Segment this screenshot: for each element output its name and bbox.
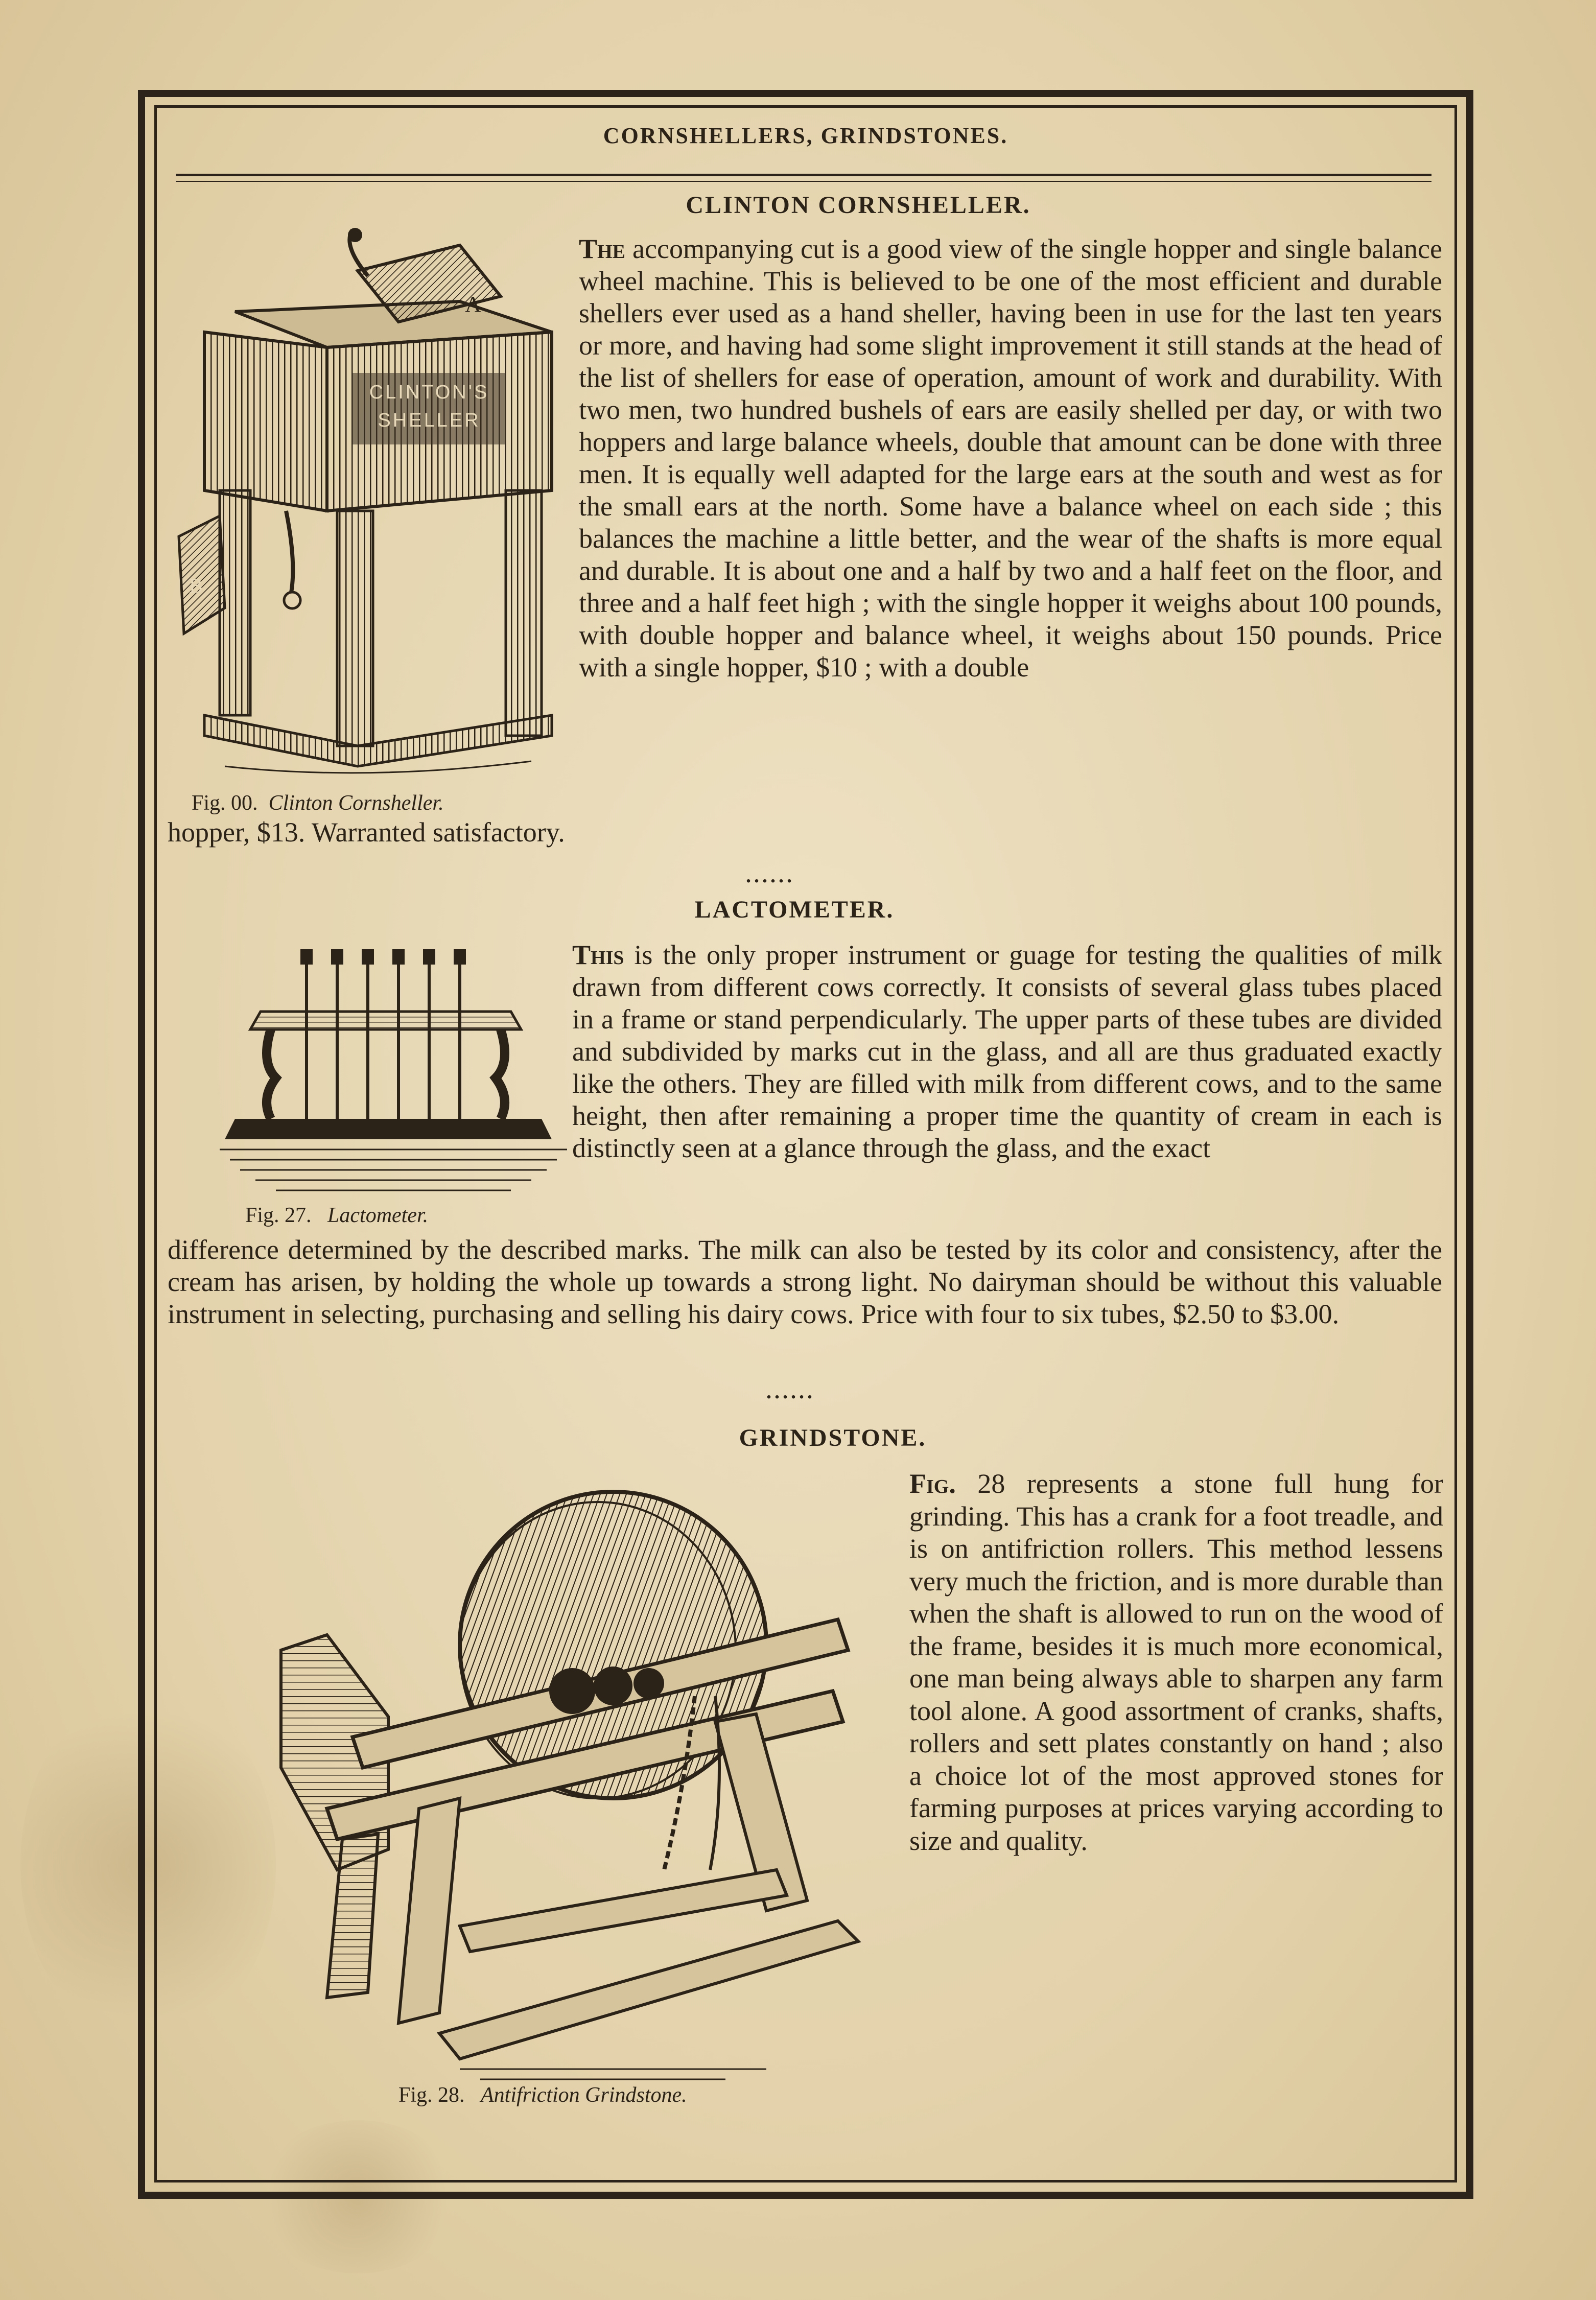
lead-word: Fig. — [909, 1468, 956, 1499]
paragraph-text: accompanying cut is a good view of the single hopper and single balance wheel machine. This is believed to be one of the most efficient and durable shellers ever used as a hand sheller, having been in use for the last ten years or more, and having had some slight improvement it still stands at the head of the list of shellers for ease of operation, amount of work and durability. With two men, two hundred bushels of ears are easily shelled per day, or with two hoppers and large balance wheels, double that amount can be done with three men. It is equally well adapted for the large ears at the south and west as for the small ears at the north. Some have a balance wheel on each side ; this balances the machine a little better, and the wear of the shafts is more equal and durable. It is about one and a half by two and a half feet on the floor, and three and a half feet high ; with the single hopper it weighs about 100 pounds, with double hopper and balance wheel, it weighs about 150 pounds. Price with a single hopper, $10 ; with a double — [579, 233, 1442, 683]
figure-caption-lactometer — [245, 1203, 428, 1228]
section-separator: ...... — [746, 864, 795, 887]
mark-a: A — [465, 292, 481, 317]
cornsheller-body-right — [579, 233, 1442, 684]
paragraph-text: is the only proper instrument or guage for testing the qualities of milk drawn from different cows correctly. It consists of several glass tubes placed in a frame or stand perpendicularly. The upper parts of these tubes are divided and subdivided by marks cut in the glass, and all are thus graduated exactly like the others. They are filled with milk from different cows, and to the same height, then after remaining a proper time the quantity of cream in each is distinctly seen at a glance through the glass, and the exact — [572, 940, 1443, 1163]
paragraph-text: 28 represents a stone full hung for grinding. This has a crank for a foot treadle, and is on antifriction rollers. This method lessens very much the friction, and is more durable than when the shaft is allowed to run on the wood of the frame, besides it is much more economical, one man being always able to sharpen any farm tool alone. A good assortment of cranks, shafts, rollers and sett plates constantly on hand ; also a choice lot of the most approved stones for farming purposes at prices varying according to size and quality. — [909, 1468, 1444, 1856]
section-title-cornsheller: CLINTON CORNSHELLER. — [686, 192, 1031, 219]
figure-title: Antifriction Grindstone. — [481, 2083, 687, 2107]
figure-number: Fig. 00. — [192, 791, 258, 815]
figure-caption-cornsheller — [192, 791, 444, 815]
running-head: CORNSHELLERS, GRINDSTONES. — [603, 123, 1008, 148]
header-rule-thin — [176, 181, 1431, 182]
figure-number: Fig. 27. — [245, 1204, 312, 1227]
lactometer-illustration — [215, 945, 572, 1211]
section-separator: ...... — [766, 1380, 815, 1403]
grindstone-body-right — [909, 1468, 1443, 1857]
section-title-lactometer: LACTOMETER. — [694, 896, 895, 923]
lactometer-body-right — [572, 939, 1442, 1164]
cornsheller-body-full: hopper, $13. Warranted satisfactory. — [168, 817, 565, 848]
machine-label-line2: SHELLER — [378, 410, 481, 431]
figure-caption-grindstone — [398, 2083, 687, 2107]
header-rule — [176, 174, 1431, 176]
lead-word: This — [572, 940, 624, 970]
machine-label-line1: CLINTON'S — [369, 382, 489, 403]
lead-word: The — [579, 233, 625, 264]
mark-b: B — [189, 574, 203, 597]
grindstone-illustration — [174, 1482, 889, 2084]
figure-title: Lactometer. — [327, 1204, 429, 1227]
cornsheller-illustration — [174, 225, 562, 787]
section-title-grindstone: GRINDSTONE. — [739, 1424, 927, 1451]
figure-title: Clinton Cornsheller. — [268, 791, 444, 815]
figure-number: Fig. 28. — [398, 2083, 465, 2107]
lactometer-body-full: difference determined by the described marks. The milk can also be tested by its color and consistency, after the cream has arisen, by holding the whole up towards a strong light. No dairyman should be without this valuable instrument in selecting, purchasing and selling his dairy cows. Price with four to six tubes, $2.50 to $3.00. — [168, 1234, 1442, 1329]
